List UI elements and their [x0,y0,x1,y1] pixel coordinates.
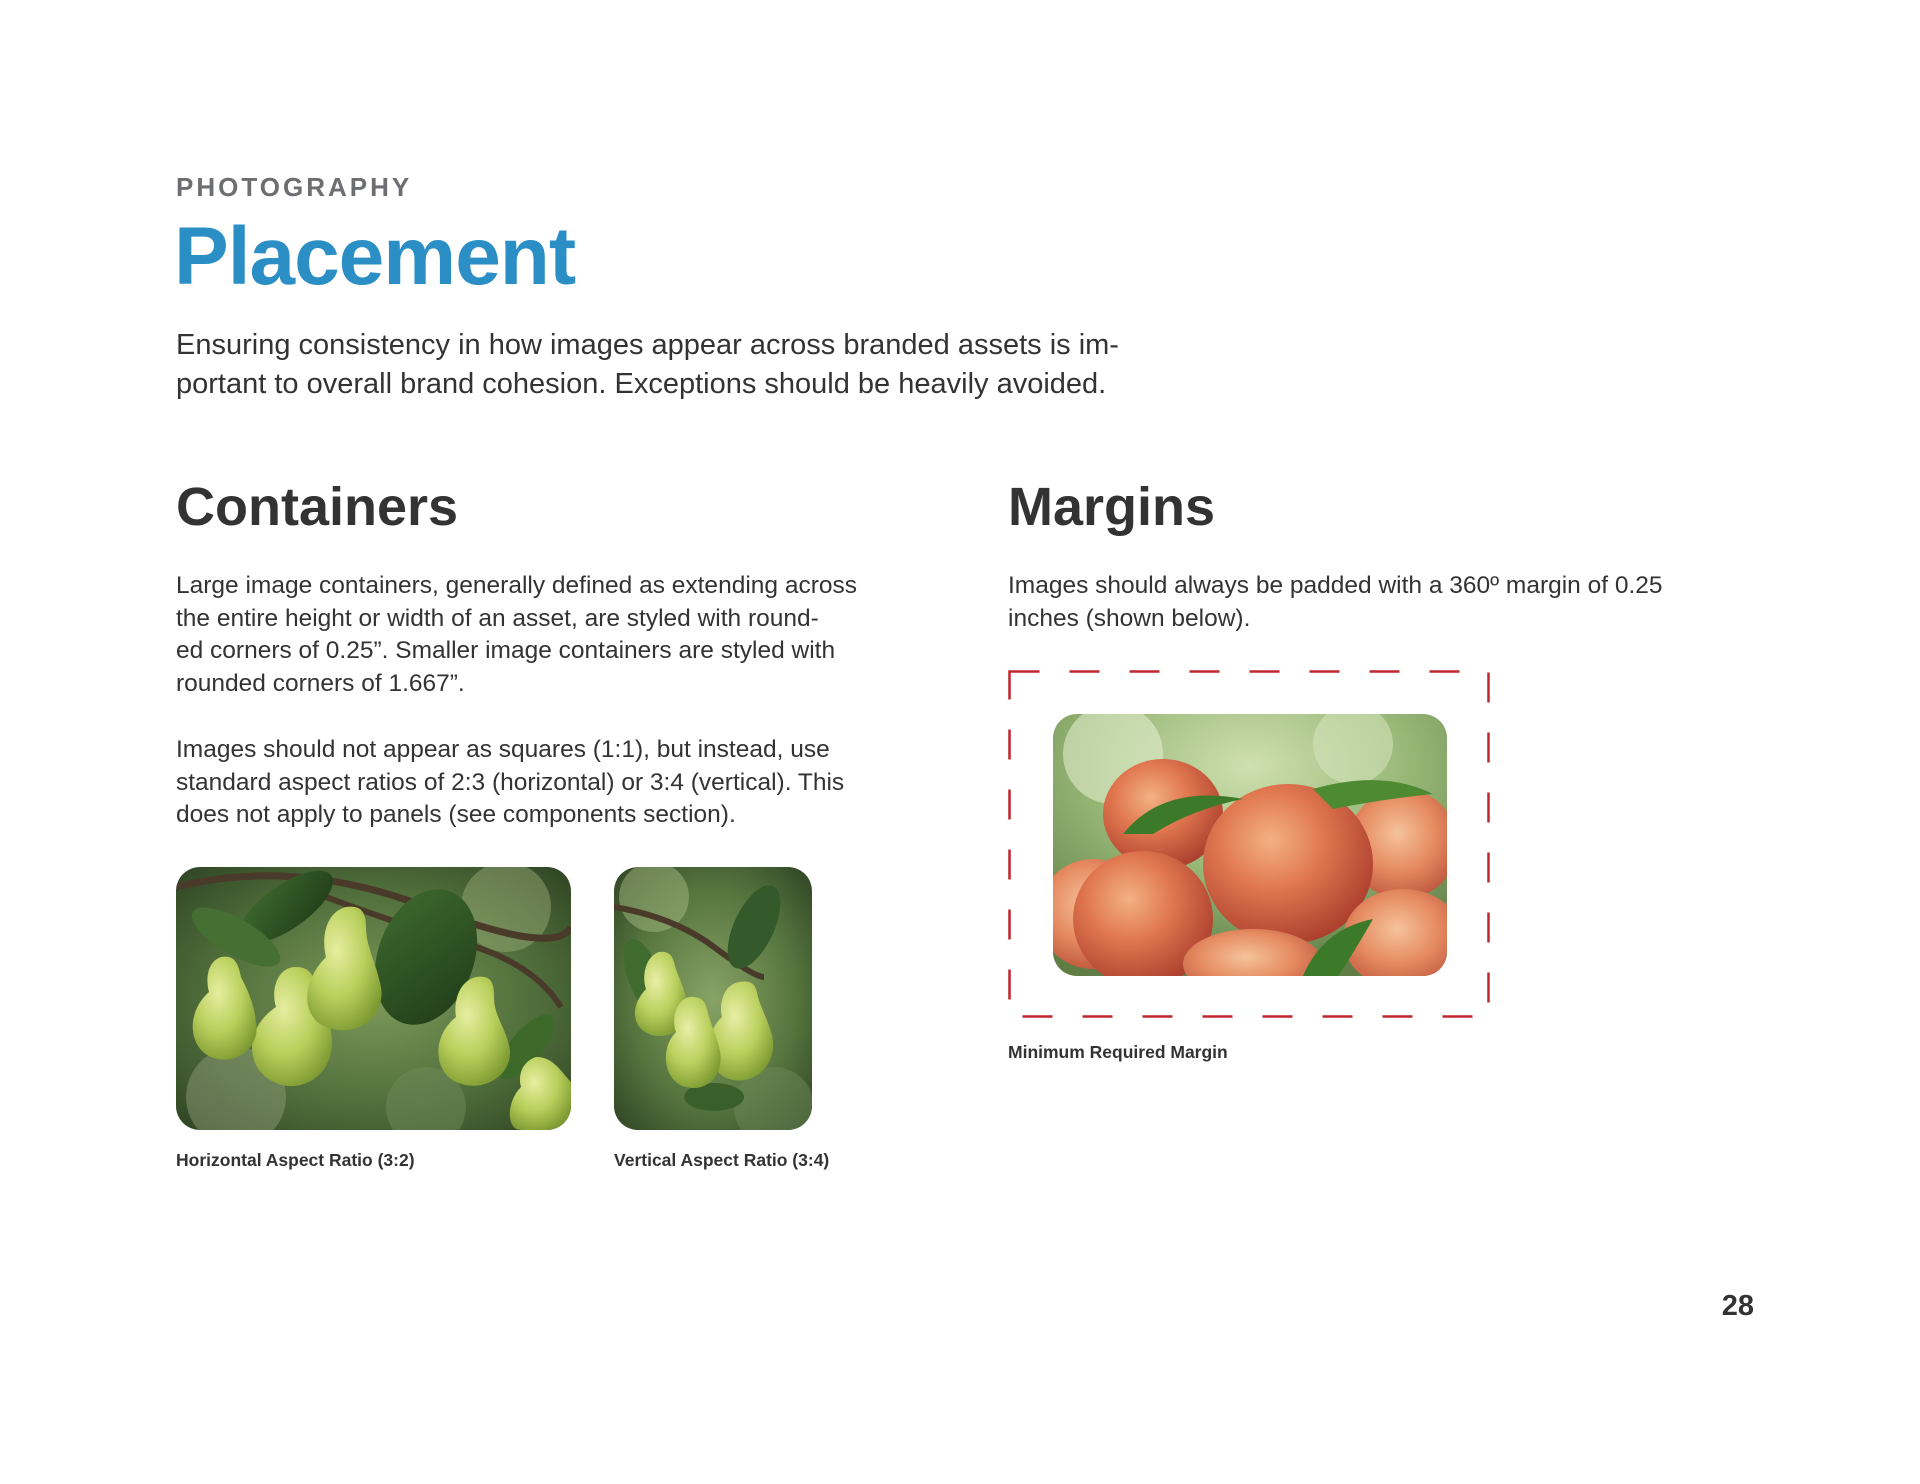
text-line: the entire height or width of an asset, are styled with round- [176,604,819,632]
margins-heading: Margins [1008,477,1216,537]
containers-paragraph-1 [176,570,857,700]
margins-paragraph [1008,570,1663,635]
page-title: Placement [174,211,576,302]
containers-heading: Containers [176,477,459,537]
pear-photo-vertical [614,867,812,1130]
text-line: does not apply to panels (see components section). [176,801,736,828]
containers-paragraph-2 [176,734,844,832]
vertical-ratio-caption: Vertical Aspect Ratio (3:4) [614,1150,830,1170]
intro-line: Ensuring consistency in how images appear across branded assets is im- [176,329,1119,361]
section-eyebrow: PHOTOGRAPHY [176,172,413,202]
intro-line: portant to overall brand cohesion. Exceptions should be heavily avoided. [176,368,1107,400]
peach-photo [1053,714,1447,976]
text-line: inches (shown below). [1008,604,1251,632]
intro-paragraph [176,326,1216,404]
text-line: Large image containers, generally defined as extending across [176,572,857,599]
text-line: Images should always be padded with a 360º margin of 0.25 [1008,572,1663,599]
minimum-margin-caption: Minimum Required Margin [1008,1042,1228,1062]
text-line: ed corners of 0.25”. Smaller image containers are styled with [176,637,836,664]
peach-illustration-icon [1053,714,1447,976]
text-line: Images should not appear as squares (1:1), but instead, use [176,736,830,763]
page-number: 28 [1721,1290,1754,1322]
pear-illustration-icon [614,867,812,1130]
pear-photo-horizontal [176,867,571,1130]
text-line: standard aspect ratios of 2:3 (horizontal) or 3:4 (vertical). This [176,768,845,796]
pear-illustration-icon [176,867,571,1130]
text-line: rounded corners of 1.667”. [176,669,465,697]
horizontal-ratio-caption: Horizontal Aspect Ratio (3:2) [176,1150,415,1170]
